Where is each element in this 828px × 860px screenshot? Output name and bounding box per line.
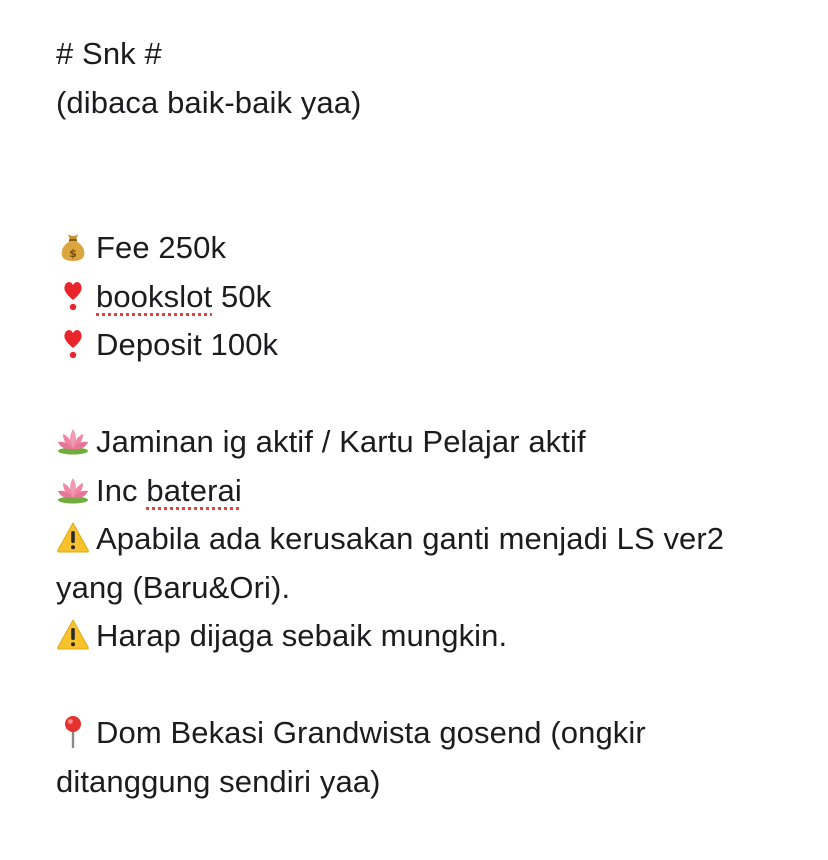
location-line: [56, 709, 756, 806]
money-bag-icon: [56, 229, 90, 263]
inc-line: [56, 467, 756, 516]
blank-line: [56, 176, 756, 225]
lotus-icon: [56, 472, 90, 506]
svg-text:$: $: [69, 247, 77, 260]
inc-text: Inc: [96, 472, 147, 508]
exclamation-heart-icon: [56, 326, 90, 360]
fee-text: Fee 250k: [96, 230, 227, 265]
warning-icon: [56, 617, 90, 651]
warning-text-1: Apabila ada kerusakan ganti menjadi LS ver2 yang (Baru&Ori).: [56, 521, 725, 605]
warning-icon: [56, 520, 90, 554]
bookslot-line: [56, 273, 756, 322]
warning-line-2: [56, 612, 756, 661]
pushpin-icon: [56, 714, 90, 748]
jaminan-line: [56, 418, 756, 467]
blank-line: [56, 370, 756, 419]
warning-line-1: [56, 515, 756, 612]
lotus-icon: [56, 423, 90, 457]
note-subtitle: (dibaca baik-baik yaa): [56, 84, 362, 120]
note-title: # Snk #: [56, 36, 162, 71]
warning-text-2: Harap dijaga sebaik mungkin.: [96, 618, 508, 653]
blank-line: [56, 661, 756, 710]
bookslot-amount: 50k: [212, 278, 272, 314]
deposit-text: Deposit 100k: [96, 327, 279, 362]
bookslot-misspelled-word[interactable]: bookslot: [96, 278, 213, 314]
note-body[interactable]: [56, 30, 756, 806]
jaminan-text: Jaminan ig aktif / Kartu Pelajar aktif: [96, 424, 586, 459]
location-text: Dom Bekasi Grandwista gosend (ongkir ditanggung sendiri yaa): [56, 715, 646, 799]
deposit-line: [56, 321, 756, 370]
baterai-misspelled-word[interactable]: baterai: [146, 472, 242, 508]
fee-line: [56, 224, 756, 273]
exclamation-heart-icon: [56, 278, 90, 312]
blank-line: [56, 127, 756, 176]
